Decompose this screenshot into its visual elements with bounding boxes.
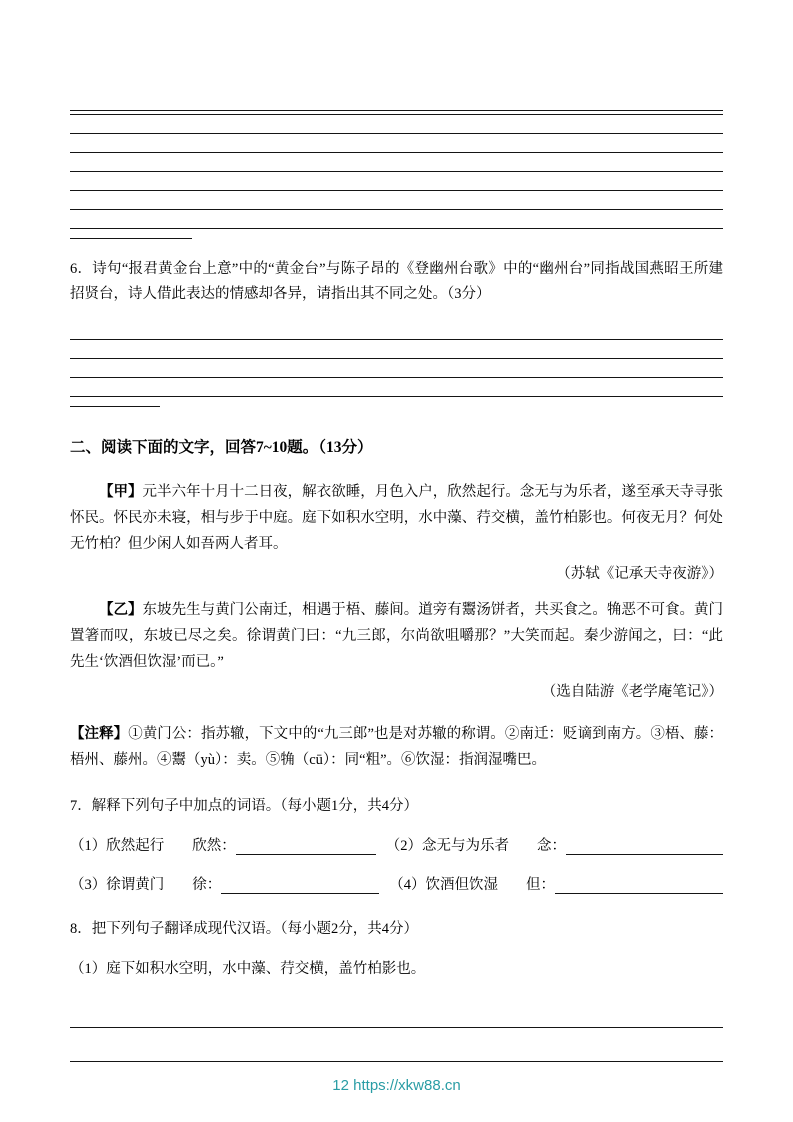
q7-item-2-blank <box>566 835 723 855</box>
q7-item-4-label: （4）饮酒但饮湿 <box>389 877 498 893</box>
passage-jia <box>70 479 723 557</box>
q7-item-3-label: （3）徐谓黄门 <box>70 877 165 893</box>
question-7-title: 7．解释下列句子中加点的词语。（每小题1分，共4分） <box>70 798 418 814</box>
q7-item-1-blank <box>236 835 376 855</box>
answer-line <box>70 172 723 191</box>
q7-item-1-term: 欣然： <box>192 838 236 854</box>
answer-lines-q8 <box>70 994 723 1062</box>
answer-line <box>70 340 723 359</box>
answer-line <box>70 134 723 153</box>
question-8-item-1: （1）庭下如积水空明，水中藻、荇交横，盖竹柏影也。 <box>70 961 426 977</box>
answer-line <box>70 191 723 210</box>
q7-item-2-term: 念： <box>537 838 566 854</box>
answer-line <box>70 153 723 172</box>
notes-text: ①黄门公：指苏辙，下文中的“九三郎”也是对苏辙的称谓。②南迁：贬谪到南方。③梧、藤：梧州、藤州。④鬻（yù）：卖。⑤觕（cū）：同“粗”。⑥饮湿：指润湿嘴巴。 <box>70 726 724 768</box>
answer-line <box>70 378 723 397</box>
passage-yi-marker: 【乙】 <box>99 602 143 618</box>
q7-item-3-term: 徐： <box>192 877 222 893</box>
passage-yi-attribution: （选自陆游《老学庵笔记》） <box>541 684 723 700</box>
answer-line <box>70 210 723 229</box>
q7-item-3-blank <box>221 874 379 894</box>
section-2-heading: 二、阅读下面的文字，回答7~10题。（13分） <box>70 439 373 456</box>
answer-line <box>70 994 723 1028</box>
question-7-row-2 <box>70 874 723 896</box>
page-footer: 12 https://xkw88.cn <box>332 1077 461 1094</box>
passage-jia-marker: 【甲】 <box>99 484 143 500</box>
notes-label: 【注释】 <box>70 726 129 742</box>
answer-line-stub <box>70 238 192 239</box>
answer-line <box>70 115 723 134</box>
answer-lines-q6 <box>70 321 723 407</box>
q7-item-2-label: （2）念无与为乐者 <box>385 838 509 854</box>
passage-yi-text: 东坡先生与黄门公南迁，相遇于梧、藤间。道旁有鬻汤饼者，共买食之。觕恶不可食。黄门置箸而叹，东坡已尽之矣。徐谓黄门曰：“九三郎，尔尚欲咀嚼那？”大笑而起。秦少游闻之，曰：“此先生‘饮酒但饮湿’而已。” <box>70 602 724 670</box>
passage-yi <box>70 597 723 675</box>
question-7-row-1 <box>70 835 723 857</box>
q7-item-4-term: 但： <box>526 877 555 893</box>
answer-line-stub <box>70 406 160 407</box>
passage-jia-text: 元半六年十月十二日夜，解衣欲睡，月色入户，欣然起行。念无与为乐者，遂至承天寺寻张怀民。怀民亦未寝，相与步于中庭。庭下如积水空明，水中藻、荇交横，盖竹柏影也。何夜无月？何处无竹柏？但少闲人如吾两人者耳。 <box>70 484 724 552</box>
question-6-text: 6．诗句“报君黄金台上意”中的“黄金台”与陈子昂的《登幽州台歌》中的“幽州台”同指战国燕昭王所建招贤台，诗人借此表达的情感却各异，请指出其不同之处。（3分） <box>70 261 723 302</box>
passage-notes <box>70 721 723 773</box>
answer-line <box>70 321 723 340</box>
question-8-title: 8．把下列句子翻译成现代汉语。（每小题2分，共4分） <box>70 921 418 937</box>
q7-item-4-blank <box>555 874 723 894</box>
answer-line <box>70 359 723 378</box>
answer-lines-top <box>70 110 723 239</box>
q7-item-1-label: （1）欣然起行 <box>70 838 165 854</box>
passage-jia-attribution: （苏轼《记承天寺夜游》） <box>556 566 723 582</box>
answer-line <box>70 1028 723 1062</box>
